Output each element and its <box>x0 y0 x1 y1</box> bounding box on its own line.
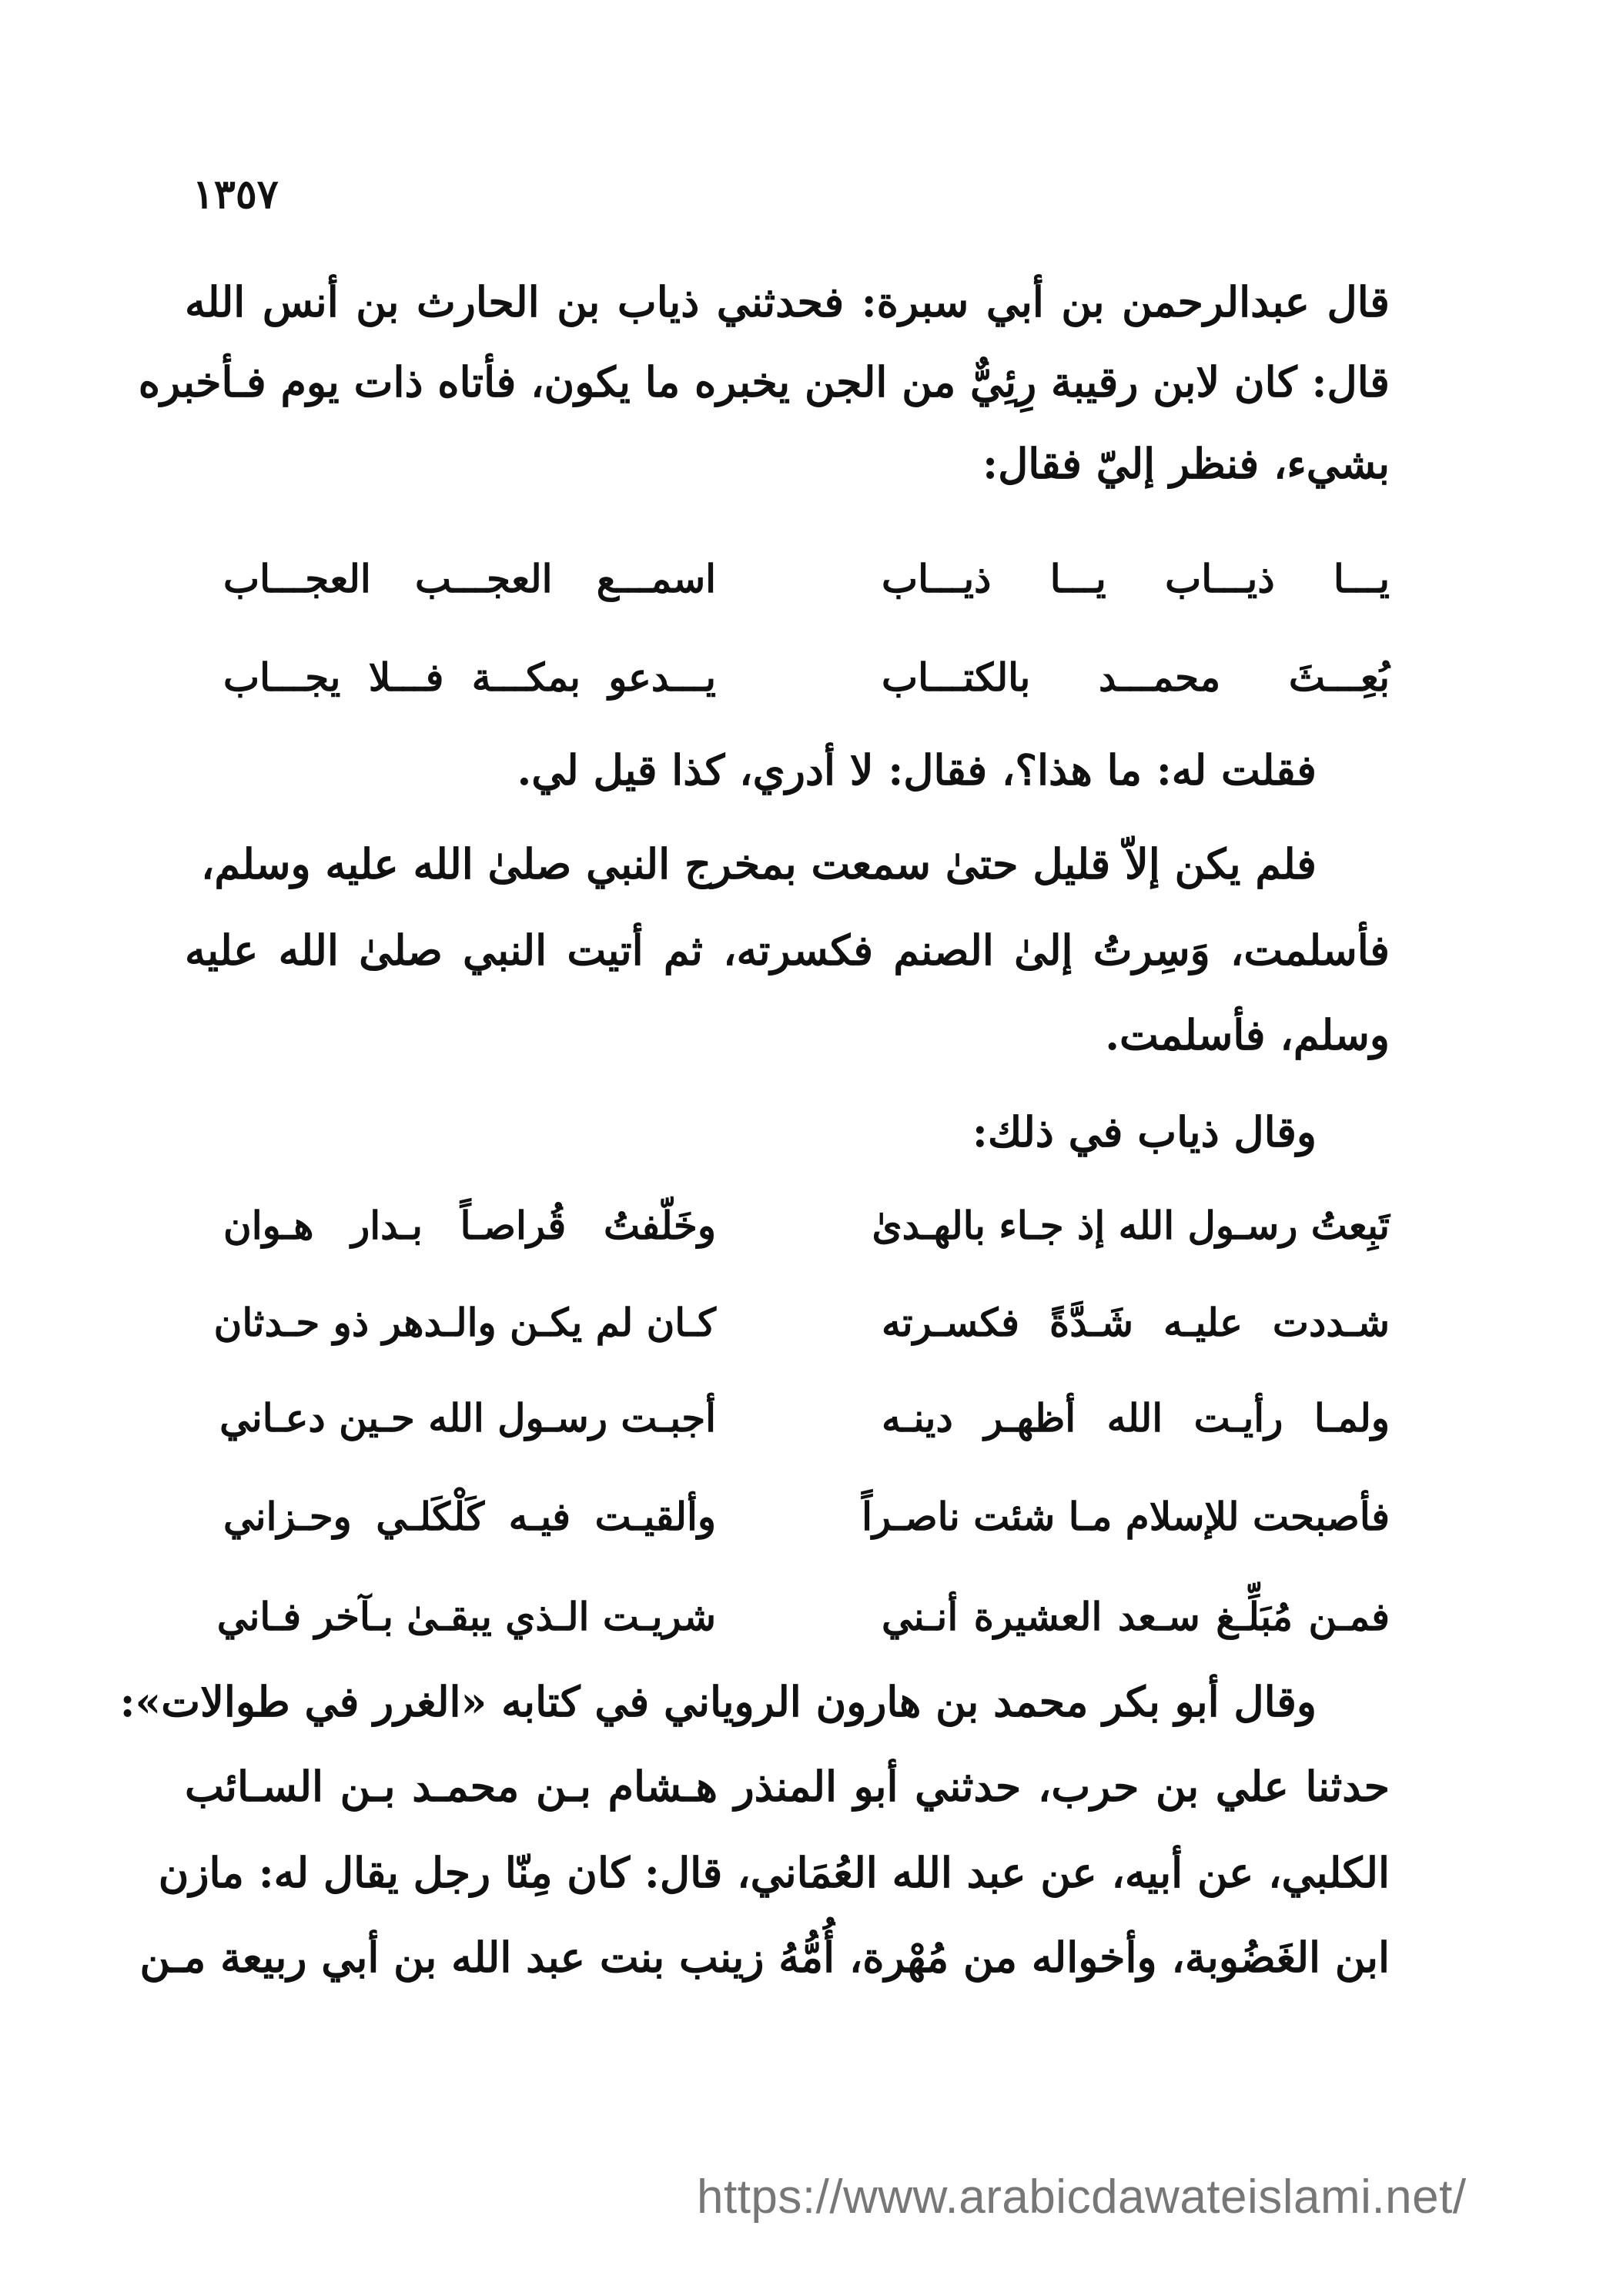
verse-second-hemistich: أجبـت رسـول الله حـين دعـاني <box>219 1395 716 1441</box>
paragraph-5 <box>119 1677 1390 2000</box>
verse-second-hemistich: كـان لم يكـن والـدهر ذو حـدثان <box>213 1300 716 1345</box>
verse-first-hemistich: تَبِعتُ رسـول الله إذ جـاء بالهـدىٰ <box>872 1203 1390 1248</box>
text-line: وسلم، فأسلمت. <box>1105 1010 1390 1059</box>
verse-row <box>185 1395 1390 1457</box>
paragraph-4 <box>185 1107 1390 1169</box>
text-line: قال: كان لابن رقيبة رِئِيٌّ من الجن يخبره ما يكون، فأتاه ذات يوم فـأخبره <box>138 357 1390 407</box>
verse-row <box>185 1203 1390 1264</box>
paragraph-2 <box>185 745 1390 807</box>
text-line: قال عبدالرحمن بن أبي سبرة: فحدثني ذياب بن الحارث بن أنس الله <box>185 277 1390 326</box>
text-line: وقال ذياب في ذلك: <box>972 1107 1317 1156</box>
verse-row <box>185 1494 1390 1555</box>
paragraph-1 <box>138 277 1390 508</box>
text-line: ابن الغَضُوبة، وأخواله من مُهْرة، أُمُّهُ زينب بنت عبد الله بن أبي ربيعة مـن <box>139 1933 1390 1982</box>
page-number: ١٣٥٧ <box>192 171 279 218</box>
verse-first-hemistich: بُعِـــثَ محمـــد بالكتـــاب <box>882 654 1390 700</box>
verse-row <box>185 1594 1390 1655</box>
verse-row <box>185 1300 1390 1361</box>
verse-second-hemistich: يـــدعو بمكـــة فـــلا يجـــاب <box>223 654 716 700</box>
verse-row <box>185 556 1390 618</box>
verse-row <box>185 654 1390 716</box>
verse-first-hemistich: شـددت عليـه شَـدَّةً فكسـرته <box>882 1300 1390 1345</box>
text-line: بشيء، فنظر إليّ فقال: <box>982 439 1390 488</box>
text-line: فقلت له: ما هذا؟، فقال: لا أدري، كذا قيل لي. <box>517 745 1317 795</box>
verse-first-hemistich: ولمـا رأيـت الله أظهـر دينـه <box>882 1395 1390 1441</box>
footer-url: https://www.arabicdawateislami.net/ <box>697 2170 1467 2224</box>
verse-first-hemistich: فأصبحت للإسلام مـا شئت ناصـراً <box>862 1494 1390 1539</box>
paragraph-3 <box>185 839 1390 1070</box>
text-line: حدثنا علي بن حرب، حدثني أبو المنذر هـشام بـن محمـد بـن السـائب <box>185 1762 1390 1811</box>
text-line: فلم يكن إلاّ قليل حتىٰ سمعت بمخرج النبي صلىٰ الله عليه وسلم، <box>200 839 1317 889</box>
text-line: فأسلمت، وَسِرتُ إلىٰ الصنم فكسرته، ثم أتيت النبي صلىٰ الله عليه <box>185 925 1390 975</box>
verse-second-hemistich: شريـت الـذي يبقـىٰ بـآخر فـاني <box>216 1594 716 1639</box>
verse-second-hemistich: وألقيـت فيـه كَلْكَلـي وحـزاني <box>223 1494 716 1539</box>
verse-second-hemistich: وخَلّفتُ قُراصـاً بـدار هـوان <box>223 1203 716 1248</box>
verse-first-hemistich: يـــا ذيـــاب يـــا ذيـــاب <box>882 556 1390 601</box>
verse-second-hemistich: اسمـــع العجـــب العجـــاب <box>223 556 716 601</box>
verse-first-hemistich: فمـن مُبَلِّـغ سـعد العشيرة أنـني <box>882 1594 1390 1639</box>
text-line: وقال أبو بكر محمد بن هارون الروياني في كتابه «الغرر في طوالات»: <box>119 1677 1317 1726</box>
text-line: الكلبي، عن أبيه، عن عبد الله العُمَاني، قال: كان مِنّا رجل يقال له: مازن <box>158 1848 1390 1897</box>
